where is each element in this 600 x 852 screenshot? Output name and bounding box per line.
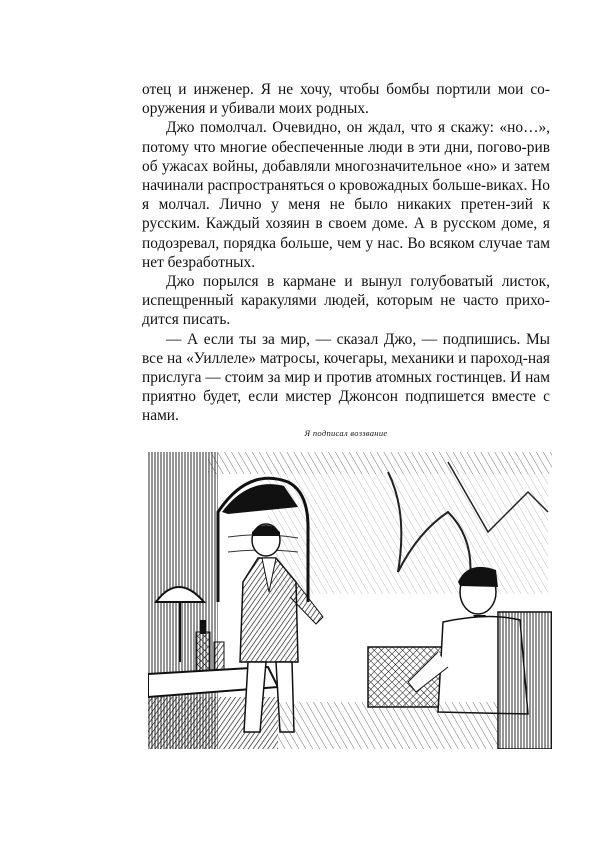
paragraph-1: отец и инженер. Я не хочу, чтобы бомбы портили мои со-оружения и убивали моих родных. <box>142 81 550 118</box>
paragraph-2: Джо помолчал. Очевидно, он ждал, что я скажу: «но…», потому что многие обеспеченные люди в эти дни, погово-рив об ужасах войны, добавляли многозначительное «но» и затем начинали распространяться о кровожадных больше-виках. Но я молчал. Лично у меня не было никаких претен-зий к русским. Каждый хозяин в своем доме. А в русском доме, я подозревал, порядка больше, чем у нас. Во всяком случае там нет безработных. <box>142 119 550 271</box>
ceiling <box>208 452 552 474</box>
striped-sleeve <box>498 612 552 749</box>
paragraph-3: Джо порылся в кармане и вынул голубоватый листок, испещренный каракулями людей, которым не часто прихо-дится писать. <box>142 273 550 329</box>
body-text <box>142 80 550 426</box>
paragraph-4: — А если ты за мир, — сказал Джо, — подпишись. Мы все на «Уиллеле» матросы, кочегары, механики и пароход-ная прислуга — стоим за мир и против атомных гостинцев. И нам приятно будет, если мистер Джонсон подпишется вместе с нами. <box>142 330 550 425</box>
background-wall <box>268 474 548 594</box>
illustration-caption: Я подписал воззвание <box>304 428 388 438</box>
bottle <box>196 632 210 674</box>
floor <box>278 702 498 749</box>
ink-drawing <box>148 452 552 749</box>
illustration <box>148 452 552 749</box>
